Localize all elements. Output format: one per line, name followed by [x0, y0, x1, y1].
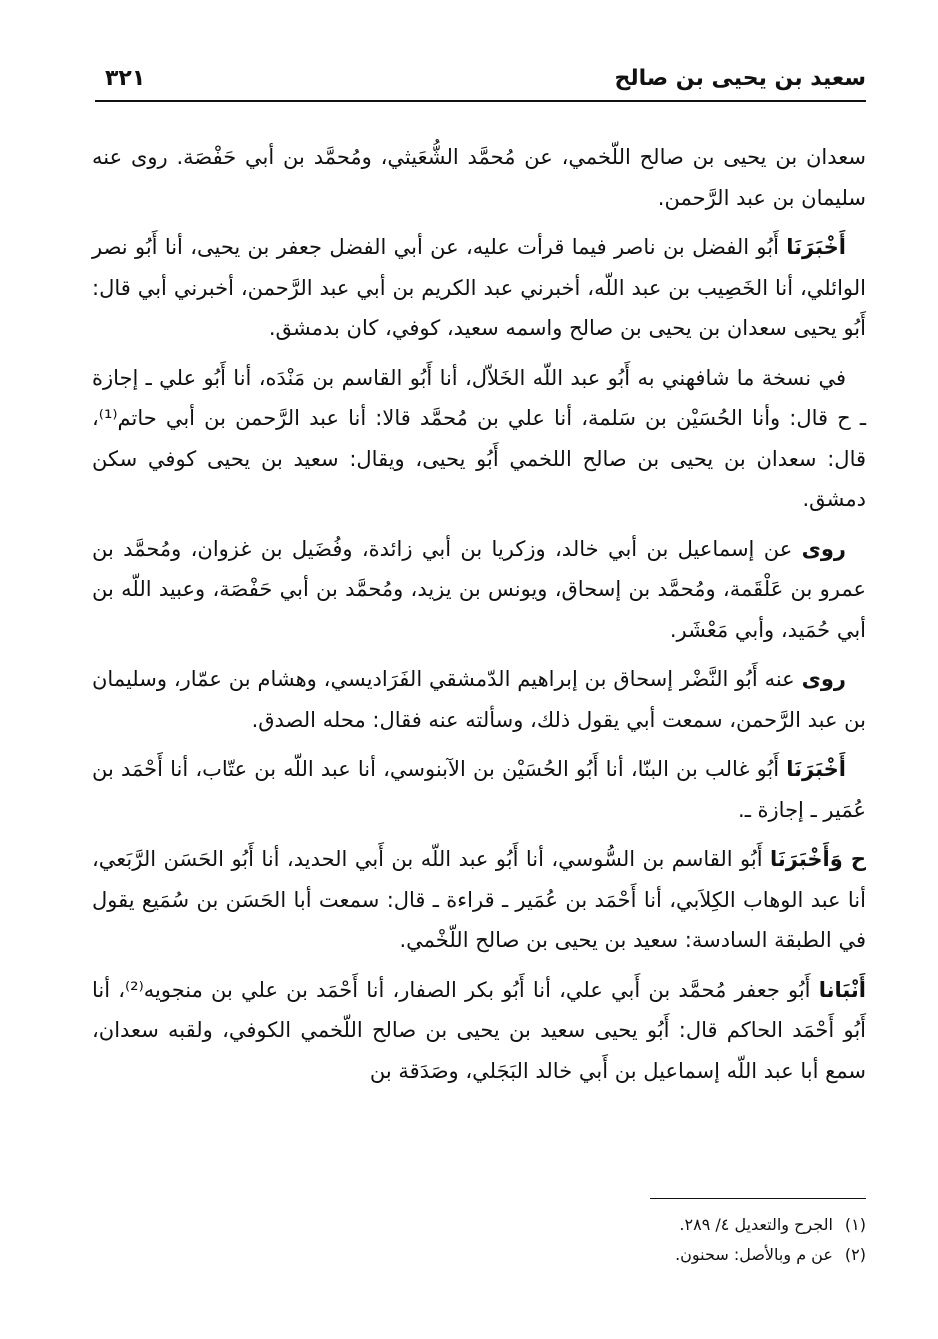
body-text [92, 137, 866, 1100]
page-number: ٣٢١ [105, 66, 146, 91]
paragraph-4 [92, 529, 866, 651]
paragraph-text: في نسخة ما شافهني به أَبُو عبد اللّه الخَلاّل، أنا أَبُو القاسم بن مَنْدَه، أنا أَبُو علي ـ إجازة ـ ح قال: وأنا الحُسَيْن بن سَلمة، أنا علي بن مُحمَّد قالا: أنا عبد الرَّحمن بن أبي حاتم⁽¹⁾، قال: سعدان بن يحيى بن صالح اللخمي أَبُو يحيى، ويقال: سعيد بن يحيى كوفي سكن دمشق. [92, 365, 866, 511]
paragraph-2 [92, 227, 866, 349]
footnote-2 [92, 1240, 866, 1270]
paragraph-text: أَبُو الفضل بن ناصر فيما قرأت عليه، عن أبي الفضل جعفر بن يحيى، أنا أَبُو نصر الوائلي، أنا الخَصِيب بن عبد اللّه، أخبرني عبد الكريم بن أبي عبد الرَّحمن، أخبرني أبي قال: أَبُو يحيى سعدان بن يحيى بن صالح واسمه سعيد، كوفي، كان بدمشق. [92, 235, 866, 340]
running-head: سعيد بن يحيى بن صالح [614, 66, 866, 91]
footnote-text: الجرح والتعديل ٤/ ٢٨٩. [679, 1215, 833, 1234]
paragraph-text: عنه أَبُو النَّضْر إسحاق بن إبراهيم الدّمشقي الفَرَاديسي، وهشام بن عمّار، وسليمان بن عبد الرَّحمن، سمعت أبي يقول ذلك، وسألته عنه فقال: محله الصدق. [92, 667, 866, 732]
paragraph-text: سعدان بن يحيى بن صالح اللّخمي، عن مُحمَّد الشُّعَيثي، ومُحمَّد بن أبي حَفْصَة. روى عنه سليمان بن عبد الرَّحمن. [92, 145, 866, 210]
paragraph-lead: روى [801, 536, 846, 561]
page-header [95, 62, 866, 102]
header-rule [95, 100, 866, 102]
footnote-number: (١) [844, 1215, 866, 1234]
paragraph-text: أَبُو غالب بن البنّا، أنا أَبُو الحُسَيْن بن الآبنوسي، أنا عبد اللّه بن عتّاب، أنا أَحْمَد بن عُمَير ـ إجازة ـ. [92, 757, 866, 822]
paragraph-lead: أَنْبَانا [818, 977, 866, 1002]
footnote-1 [92, 1210, 866, 1240]
paragraph-text: عن إسماعيل بن أبي خالد، وزكريا بن أبي زائدة، وفُضَيل بن غزوان، ومُحمَّد بن عمرو بن عَلْقَمة، ومُحمَّد بن إسحاق، ويونس بن يزيد، ومُحمَّد بن أبي حَفْصَة، وعبيد اللّه بن أبي حُمَيد، وأبي مَعْشَر. [92, 536, 866, 642]
footnotes [92, 1210, 866, 1270]
paragraph-7 [92, 839, 866, 961]
paragraph-1 [92, 137, 866, 218]
paragraph-5 [92, 659, 866, 740]
paragraph-lead: أَخْبَرَنَا [786, 757, 846, 781]
paragraph-lead: روى [801, 667, 846, 691]
paragraph-text: أَبُو القاسم بن السُّوسي، أنا أَبُو عبد اللّه بن أَبي الحديد، أنا أَبُو الحَسَن الرَّبَعي، أنا عبد الوهاب الكِلاَبي، أنا أَحْمَد بن عُمَير ـ قراءة ـ قال: سمعت أبا الحَسَن بن سُمَيع يقول في الطبقة السادسة: سعيد بن يحيى بن صالح اللّخْمي. [92, 847, 866, 952]
paragraph-8 [92, 970, 866, 1092]
paragraph-6 [92, 749, 866, 830]
paragraph-text: أَبُو جعفر مُحمَّد بن أَبي علي، أنا أَبُو بكر الصفار، أنا أَحْمَد بن علي بن منجويه⁽²⁾، أنا أَبُو أَحْمَد الحاكم قال: أَبُو يحيى سعيد بن يحيى بن صالح اللّخمي الكوفي، ولقبه سعدان، سمع أبا عبد اللّه إسماعيل بن أَبي خالد البَجَلي، وصَدَقة بن [92, 977, 866, 1083]
paragraph-3 [92, 358, 866, 520]
paragraph-lead: ح وَأَخْبَرَنَا [770, 847, 866, 871]
footnote-text: عن م وبالأصل: سحنون. [675, 1245, 833, 1264]
footnote-separator [650, 1198, 866, 1199]
footnote-number: (٢) [844, 1245, 866, 1264]
paragraph-lead: أَخْبَرَنَا [786, 235, 846, 259]
